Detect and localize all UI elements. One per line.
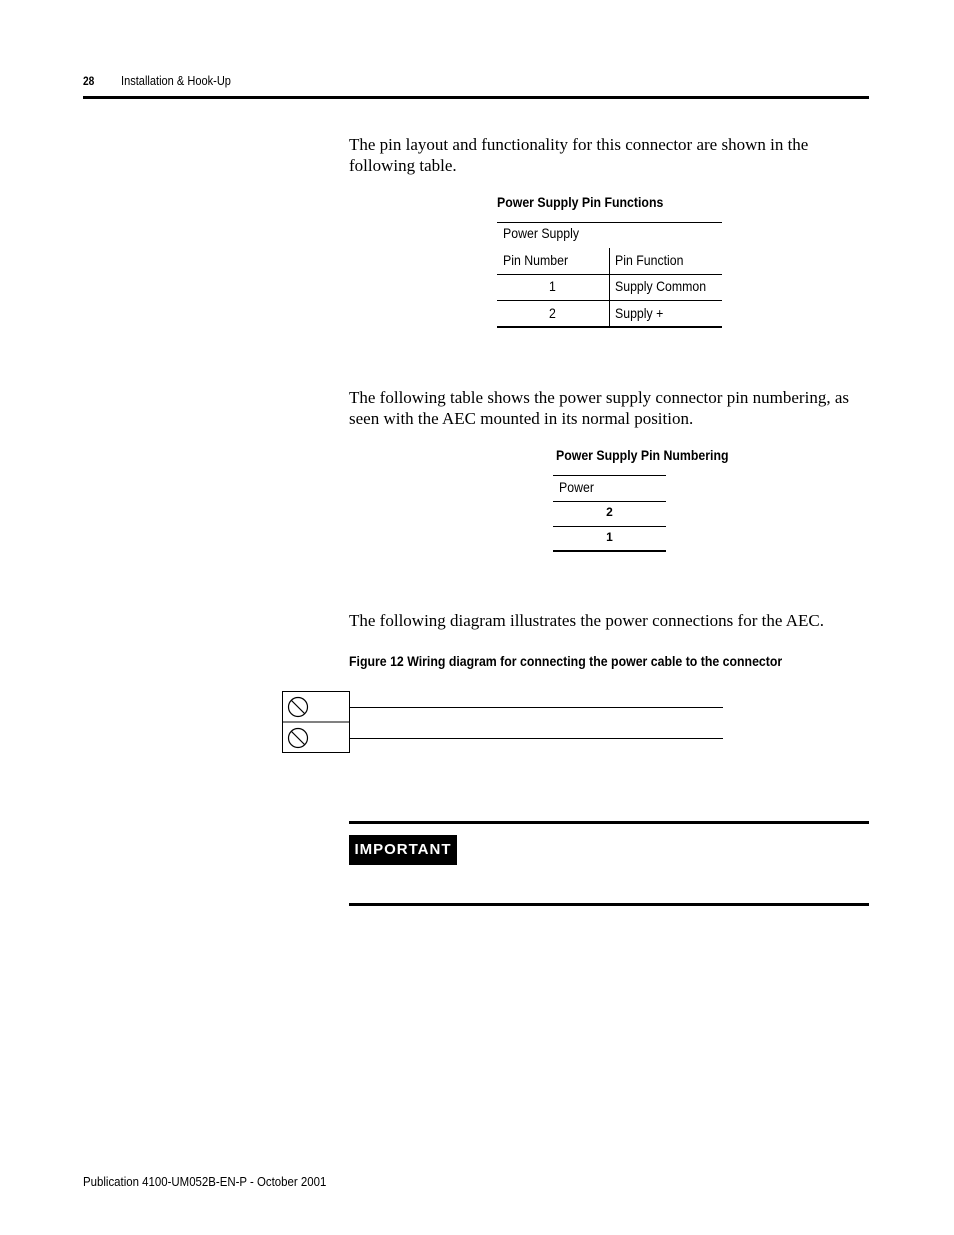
wiring-diagram <box>282 691 724 754</box>
table-cell-pin-number: 1 <box>549 278 556 294</box>
pin-functions-table <box>497 222 722 329</box>
pin-numbering-table-title: Power Supply Pin Numbering <box>556 447 729 463</box>
running-header: Installation & Hook-Up <box>121 73 231 88</box>
table-rule <box>497 222 722 223</box>
table-column-header-pin-function: Pin Function <box>615 252 684 268</box>
table-column-header-power: Power <box>559 479 594 495</box>
table-column-divider <box>609 248 610 328</box>
table-column-header-pin-number: Pin Number <box>503 252 569 268</box>
intro-paragraph: The pin layout and functionality for this connector are shown in the following table. <box>349 135 809 175</box>
page-number: 28 <box>83 74 95 88</box>
header-rule <box>83 96 869 99</box>
numbering-paragraph: The following table shows the power supply connector pin numbering, as seen with the AEC mounted in its normal position. <box>349 388 849 428</box>
table-rule <box>553 501 666 502</box>
table-rule <box>553 475 666 476</box>
figure-caption: Figure 12 Wiring diagram for connecting the power cable to the connector <box>349 653 783 669</box>
pin-functions-table-title: Power Supply Pin Functions <box>497 194 664 210</box>
pin-numbering-table <box>553 475 666 553</box>
footer-publication: Publication 4100-UM052B-EN-P - October 2001 <box>83 1174 327 1189</box>
terminal-screw-icon <box>289 698 308 717</box>
terminal-screw-icon <box>289 729 308 748</box>
diagram-paragraph: The following diagram illustrates the power connections for the AEC. <box>349 611 824 630</box>
table-cell-pin-number: 2 <box>549 305 556 321</box>
table-cell-pin: 2 <box>606 505 613 519</box>
table-cell-pin: 1 <box>606 530 613 544</box>
table-group-header: Power Supply <box>503 225 580 241</box>
table-cell-pin-function: Supply + <box>615 305 664 321</box>
important-bottom-rule <box>349 903 869 906</box>
table-cell-pin-function: Supply Common <box>615 278 707 294</box>
important-label: IMPORTANT <box>349 835 457 865</box>
table-rule <box>553 526 666 527</box>
table-rule <box>553 550 666 552</box>
important-top-rule <box>349 821 869 824</box>
